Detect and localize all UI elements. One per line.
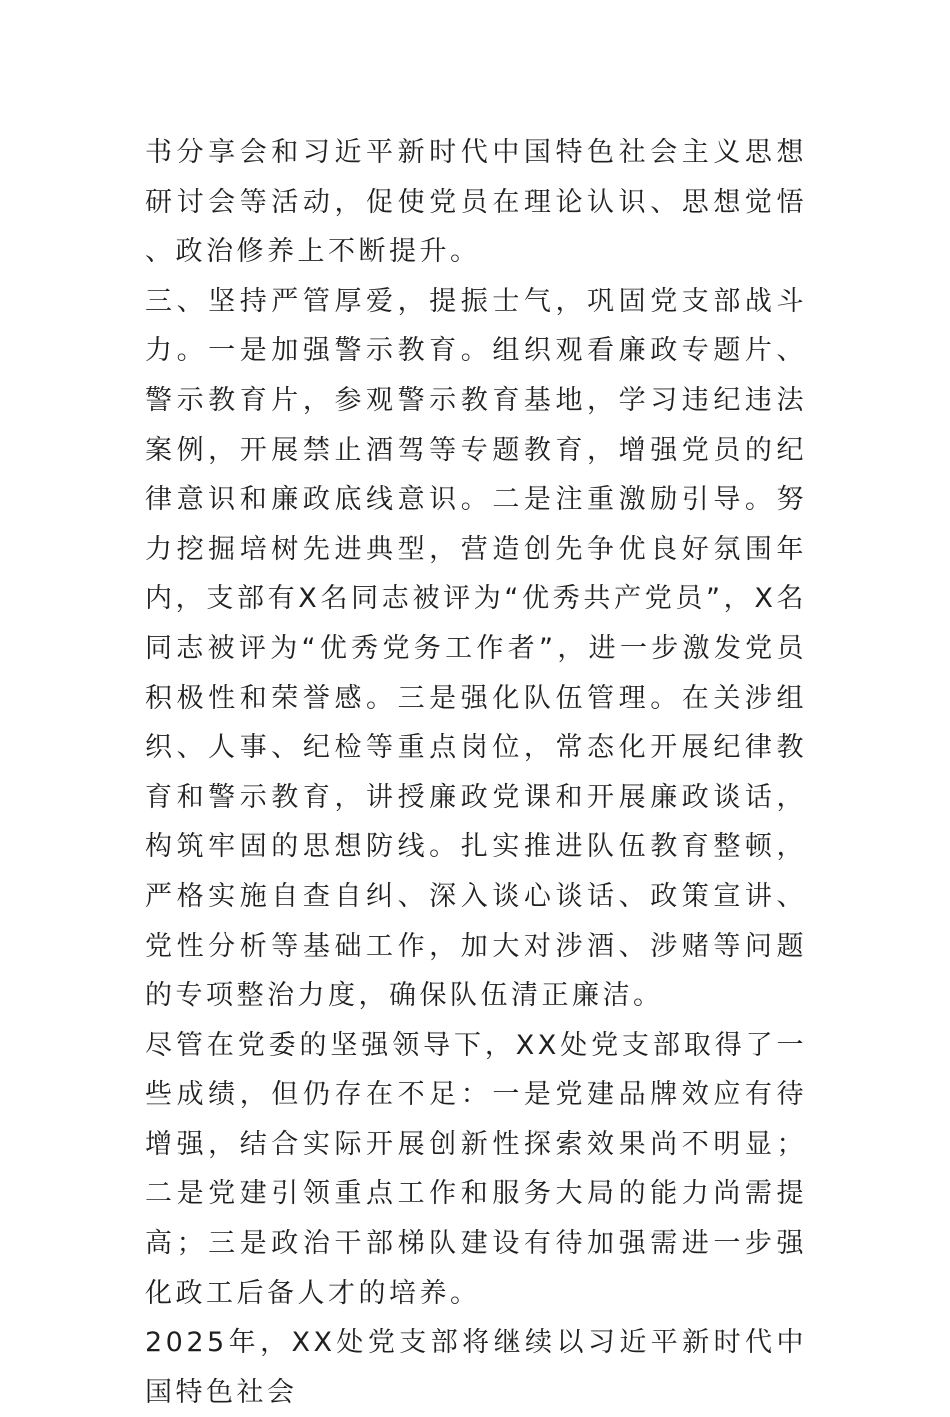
paragraph-study-activities: 书分享会和习近平新时代中国特色社会主义思想研讨会等活动，促使党员在理论认识、思想觉悟、政治修养上不断提升。 — [145, 137, 807, 268]
paragraph-strict-management: 三、坚持严管厚爱，提振士气，巩固党支部战斗力。一是加强警示教育。组织观看廉政专题片、警示教育片，参观警示教育基地，学习违纪违法案例，开展禁止酒驾等专题教育，增强党员的纪律意识和廉政底线意识。二是注重激励引导。努力挖掘培树先进典型，营造创先争优良好氛围年内，支部有X名同志被评为“优秀共产党员”，X名同志被评为“优秀党务工作者”，进一步激发党员积极性和荣誉感。三是强化队伍管理。在关涉组织、人事、纪检等重点岗位，常态化开展纪律教育和警示教育，讲授廉政党课和开展廉政谈话，构筑牢固的思想防线。扎实推进队伍教育整顿，严格实施自查自纠、深入谈心谈话、政策宣讲、党性分析等基础工作，加大对涉酒、涉赌等问题的专项整治力度，确保队伍清正廉洁。 — [145, 285, 807, 1012]
paragraph-2025-plan: 2025年，XX处党支部将继续以习近平新时代中国特色社会 — [145, 1327, 807, 1408]
paragraph-shortcomings: 尽管在党委的坚强领导下，XX处党支部取得了一些成绩，但仍存在不足：一是党建品牌效应有待增强，结合实际开展创新性探索效果尚不明显；二是党建引领重点工作和服务大局的能力尚需提高；三是政治干部梯队建设有待加强需进一步强化政工后备人才的培养。 — [145, 1029, 807, 1309]
document-body — [145, 128, 807, 1417]
